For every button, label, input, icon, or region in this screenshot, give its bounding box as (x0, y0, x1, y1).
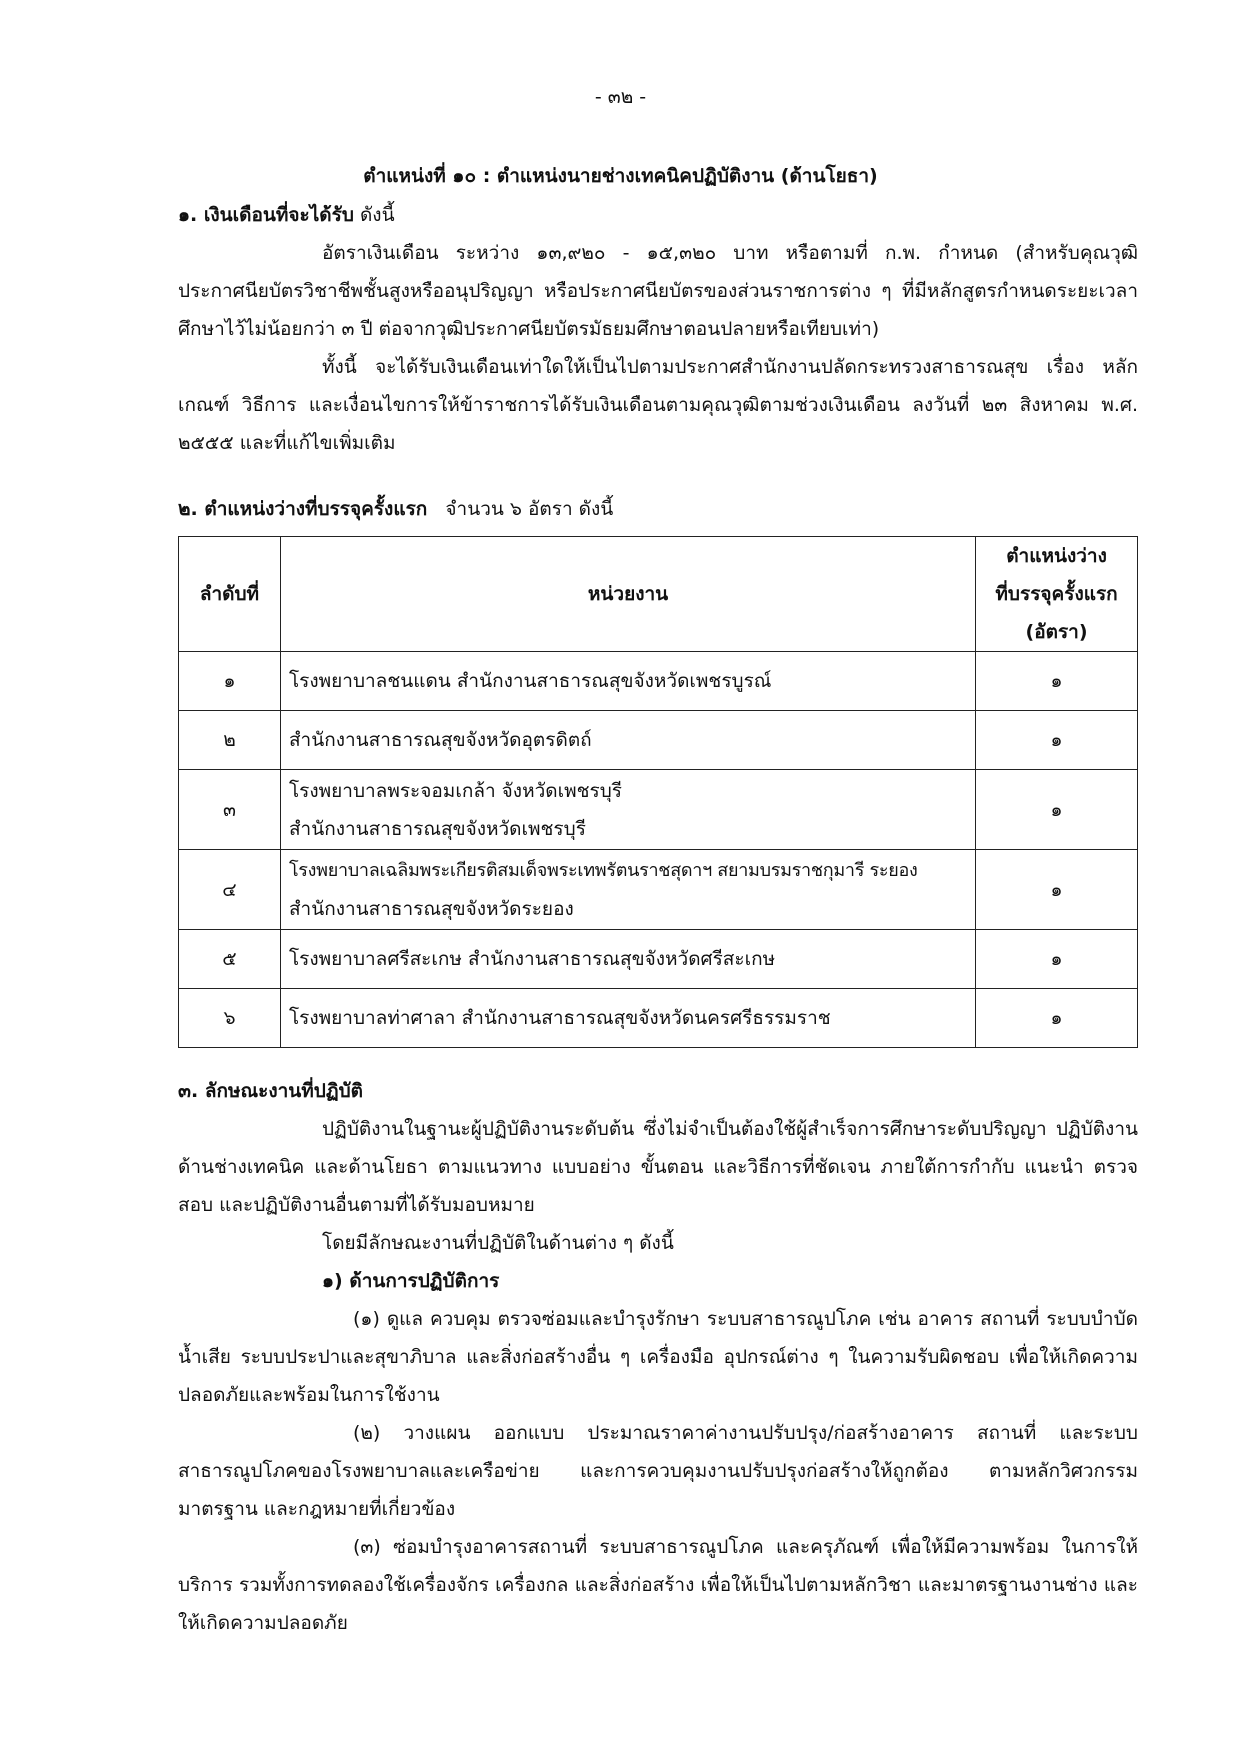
row-order: ๓ (179, 770, 281, 850)
row-unit (280, 770, 975, 850)
row-unit-line2: สำนักงานสาธารณสุขจังหวัดระยอง (288, 897, 574, 920)
section-1-heading-rest: ดังนี้ (353, 204, 395, 226)
row-count: ๑ (976, 930, 1138, 989)
section-duties (178, 1072, 1138, 1642)
row-unit (280, 850, 975, 930)
row-count: ๑ (976, 850, 1138, 930)
header-vacancy-line2: ที่บรรจุครั้งแรก (995, 583, 1118, 605)
table-row (179, 770, 1138, 850)
table-row (179, 652, 1138, 711)
section-1-heading (178, 196, 1138, 234)
duty-item-3: (๓) ซ่อมบำรุงอาคารสถานที่ ระบบสาธารณูปโภค และครุภัณฑ์ เพื่อให้มีความพร้อม ในการให้บริการ รวมทั้งการทดลองใช้เครื่องจักร เครื่องกล และสิ่งก่อสร้าง เพื่อให้เป็นไปตามหลักวิชา และมาตรฐานงานช่าง และให้เกิดความปลอดภัย (178, 1536, 1138, 1634)
duties-paragraph: ปฏิบัติงานในฐานะผู้ปฏิบัติงานระดับต้น ซึ่งไม่จำเป็นต้องใช้ผู้สำเร็จการศึกษาระดับปริญญา ปฏิบัติงานด้านช่างเทคนิค และด้านโยธา ตามแนวทาง แบบอย่าง ขั้นตอน และวิธีการที่ชัดเจน ภายใต้การกำกับ แนะนำ ตรวจสอบ และปฏิบัติงานอื่นตามที่ได้รับมอบหมาย (178, 1118, 1138, 1216)
row-count: ๑ (976, 652, 1138, 711)
duty-item-2: (๒) วางแผน ออกแบบ ประมาณราคาค่างานปรับปรุง/ก่อสร้างอาคาร สถานที่ และระบบสาธารณูปโภคของโรงพยาบาลและเครือข่าย และการควบคุมงานปรับปรุงก่อสร้างให้ถูกต้อง ตามหลักวิศวกรรมมาตรฐาน และกฎหมายที่เกี่ยวข้อง (178, 1422, 1138, 1520)
page-title: ตำแหน่งที่ ๑๐ : ตำแหน่งนายช่างเทคนิคปฏิบัติงาน (ด้านโยธา) (363, 165, 878, 187)
row-unit-line2: สำนักงานสาธารณสุขจังหวัดเพชรบุรี (288, 817, 586, 840)
row-count: ๑ (976, 770, 1138, 850)
header-vacancy-line1: ตำแหน่งว่าง (1006, 545, 1107, 567)
header-order: ลำดับที่ (179, 537, 281, 652)
row-order: ๔ (179, 850, 281, 930)
table-row (179, 711, 1138, 770)
row-unit: โรงพยาบาลชนแดน สำนักงานสาธารณสุขจังหวัดเพชรบูรณ์ (280, 652, 975, 711)
duties-subheading: ๑) ด้านการปฏิบัติการ (322, 1270, 500, 1292)
section-2-heading-rest: จำนวน ๖ อัตรา ดังนี้ (427, 498, 614, 520)
section-salary (178, 196, 1138, 462)
row-count: ๑ (976, 711, 1138, 770)
table-row (179, 989, 1138, 1048)
salary-paragraph: อัตราเงินเดือน ระหว่าง ๑๓,๙๒๐ - ๑๕,๓๒๐ บาท หรือตามที่ ก.พ. กำหนด (สำหรับคุณวุฒิประกาศนียบัตรวิชาชีพชั้นสูงหรืออนุปริญญา หรือประกาศนียบัตรของส่วนราชการต่าง ๆ ที่มีหลักสูตรกำหนดระยะเวลาศึกษาไว้ไม่น้อยกว่า ๓ ปี ต่อจากวุฒิประกาศนียบัตรมัธยมศึกษาตอนปลายหรือเทียบเท่า) (178, 242, 1138, 340)
row-order: ๖ (179, 989, 281, 1048)
row-unit: โรงพยาบาลท่าศาลา สำนักงานสาธารณสุขจังหวัดนครศรีธรรมราช (280, 989, 975, 1048)
section-3-heading: ๓. ลักษณะงานที่ปฏิบัติ (178, 1080, 363, 1102)
row-count: ๑ (976, 989, 1138, 1048)
page-number: - ๓๒ - (594, 86, 647, 108)
header-unit: หน่วยงาน (280, 537, 975, 652)
table-row (179, 930, 1138, 989)
duties-intro: โดยมีลักษณะงานที่ปฏิบัติในด้านต่าง ๆ ดังนี้ (322, 1232, 674, 1254)
row-order: ๕ (179, 930, 281, 989)
duty-item-1: (๑) ดูแล ควบคุม ตรวจซ่อมและบำรุงรักษา ระบบสาธารณูปโภค เช่น อาคาร สถานที่ ระบบบำบัดน้ำเสีย ระบบประปาและสุขาภิบาล และสิ่งก่อสร้างอื่น ๆ เครื่องมือ อุปกรณ์ต่าง ๆ ในความรับผิดชอบ เพื่อให้เกิดความปลอดภัยและพร้อมในการใช้งาน (178, 1308, 1138, 1406)
row-unit-line1: โรงพยาบาลเฉลิมพระเกียรติสมเด็จพระเทพรัตนราชสุดาฯ สยามบรมราชกุมารี ระยอง (288, 859, 918, 881)
vacancy-table (178, 536, 1138, 1048)
section-2-heading-bold: ๒. ตำแหน่งว่างที่บรรจุครั้งแรก (178, 498, 428, 520)
row-unit: โรงพยาบาลศรีสะเกษ สำนักงานสาธารณสุขจังหวัดศรีสะเกษ (280, 930, 975, 989)
section-1-heading-bold: ๑. เงินเดือนที่จะได้รับ (178, 204, 354, 226)
row-order: ๒ (179, 711, 281, 770)
salary-note-paragraph: ทั้งนี้ จะได้รับเงินเดือนเท่าใดให้เป็นไปตามประกาศสำนักงานปลัดกระทรวงสาธารณสุข เรื่อง หลักเกณฑ์ วิธีการ และเงื่อนไขการให้ข้าราชการได้รับเงินเดือนตามคุณวุฒิตามช่วงเงินเดือน ลงวันที่ ๒๓ สิงหาคม พ.ศ. ๒๕๕๕ และที่แก้ไขเพิ่มเติม (178, 356, 1138, 454)
table-row (179, 850, 1138, 930)
header-vacancy-line3: (อัตรา) (1025, 621, 1088, 643)
section-2-heading (178, 490, 1138, 528)
row-order: ๑ (179, 652, 281, 711)
row-unit-line1: โรงพยาบาลพระจอมเกล้า จังหวัดเพชรบุรี (288, 779, 623, 802)
row-unit: สำนักงานสาธารณสุขจังหวัดอุตรดิตถ์ (280, 711, 975, 770)
table-header-row (179, 537, 1138, 652)
header-vacancy (976, 537, 1138, 652)
